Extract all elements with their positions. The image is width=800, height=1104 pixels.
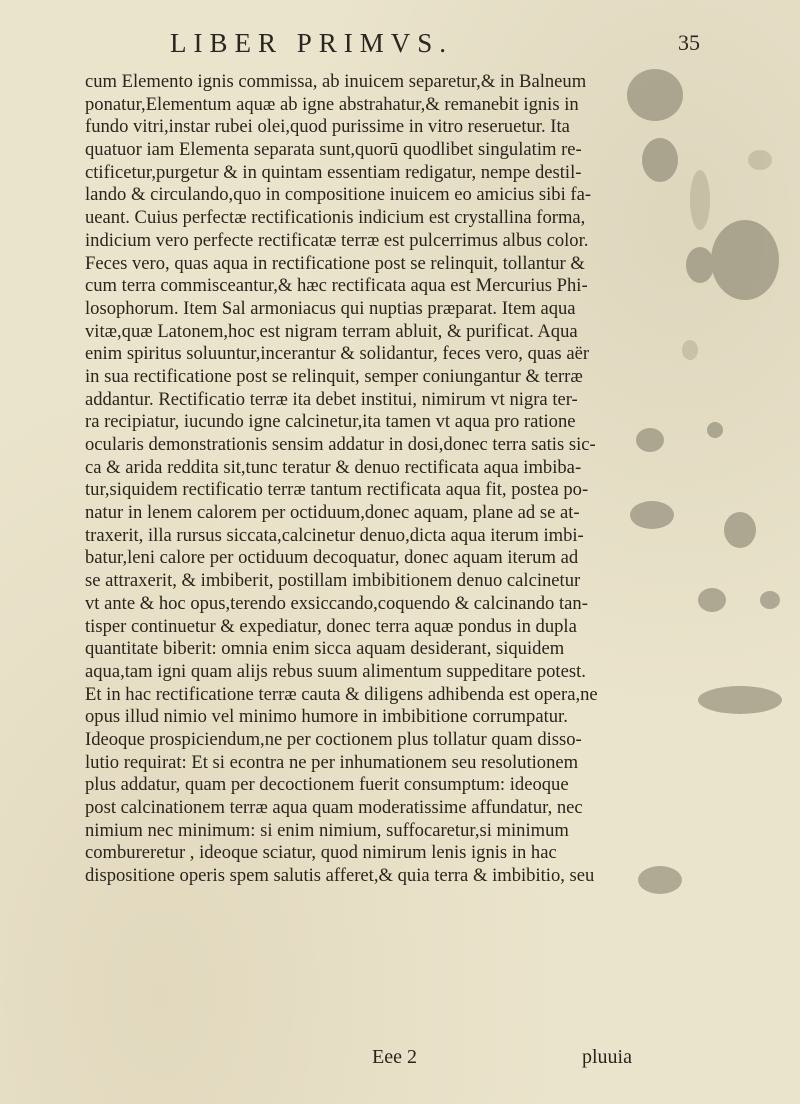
text-line: plus addatur, quam per decoctionem fuerit consumptum: ideoque	[85, 774, 569, 796]
text-line: ctificetur,purgetur & in quintam essentiam redigatur, nempe destil-	[85, 161, 582, 183]
text-line: tisper continuetur & expediatur, donec terra aquæ pondus in dupla	[85, 615, 577, 637]
text-line: batur,leni calore per octiduum decoquatur, donec aquam iterum ad	[85, 547, 579, 569]
text-line: quantitate biberit: omnia enim sicca aquam desiderant, siquidem	[85, 638, 565, 660]
running-title: LIBER PRIMVS.	[170, 28, 454, 58]
signature-mark: Eee 2	[372, 1046, 417, 1068]
text-line: quatuor iam Elementa separata sunt,quorū quodlibet singulatim re-	[85, 139, 582, 161]
text-line: combureretur , ideoque sciatur, quod nimirum lenis ignis in hac	[85, 842, 557, 864]
text-line: ueant. Cuius perfectæ rectificationis indicium est crystallina forma,	[85, 207, 586, 229]
page-header	[160, 28, 700, 68]
body-text	[85, 71, 685, 888]
text-line: fundo vitri,instar rubei olei,quod purissime in vitro reseruetur. Ita	[85, 116, 570, 138]
text-line: cum terra commisceantur,& hæc rectificata aqua est Mercurius Phi-	[85, 275, 588, 297]
text-line: se attraxerit, & imbiberit, postillam imbibitionem denuo calcinetur	[85, 570, 581, 592]
text-line: ca & arida reddita sit,tunc teratur & denuo rectificata aqua imbiba-	[85, 456, 582, 478]
text-line: aqua,tam igni quam alijs rebus suum alimentum suppeditare potest.	[85, 660, 586, 682]
text-line: Et in hac rectificatione terræ cauta & diligens adhibenda est opera,ne	[85, 683, 598, 705]
text-line: opus illud nimio vel minimo humore in imbibitione corrumpatur.	[85, 706, 568, 728]
text-line: indicium vero perfecte rectificatæ terræ est pulcerrimus albus color.	[85, 229, 589, 251]
text-line: post calcinationem terræ aqua quam moderatissime affundatur, nec	[85, 797, 583, 818]
text-line: vitæ,quæ Latonem,hoc est nigram terram abluit, & purificat. Aqua	[85, 320, 578, 342]
text-line: vt ante & hoc opus,terendo exsiccando,coquendo & calcinando tan-	[85, 592, 588, 614]
text-line: enim spiritus soluuntur,incerantur & solidantur, feces vero, quas aër	[85, 343, 590, 365]
text-line: lando & circulando,quo in compositione inuicem eo amicius sibi fa-	[85, 184, 592, 206]
text-line: Ideoque prospiciendum,ne per coctionem plus tollatur quam disso-	[85, 728, 582, 750]
catchword: pluuia	[582, 1046, 632, 1068]
text-line: ra recipiatur, iucundo igne calcinetur,ita tamen vt aqua pro ratione	[85, 411, 576, 433]
text-line: losophorum. Item Sal armoniacus qui nuptias præparat. Item aqua	[85, 297, 576, 319]
page-number: 35	[678, 30, 700, 55]
text-line: dispositione operis spem salutis afferet,& quia terra & imbibitio, seu	[85, 865, 595, 887]
text-line: in sua rectificatione post se relinquit, semper coniungantur & terræ	[85, 365, 583, 387]
text-line: nimium nec minimum: si enim nimium, suffocaretur,si minimum	[85, 819, 569, 841]
text-line: lutio requirat: Et si econtra ne per inhumationem seu resolutionem	[85, 751, 579, 773]
text-line: addantur. Rectificatio terræ ita debet institui, nimirum vt nigra ter-	[85, 388, 578, 410]
text-line: traxerit, illa rursus siccata,calcinetur denuo,dicta aqua iterum imbi-	[85, 524, 584, 546]
text-line: ponatur,Elementum aquæ ab igne abstrahatur,& remanebit ignis in	[85, 93, 579, 115]
text-line: tur,siquidem rectificatio terræ tantum rectificata aqua fit, postea po-	[85, 479, 589, 501]
text-line: ocularis demonstrationis sensim addatur in dosi,donec terra satis sic-	[85, 434, 596, 455]
text-line: Feces vero, quas aqua in rectificatione post se relinquit, tollantur &	[85, 252, 585, 274]
text-line: natur in lenem calorem per octiduum,donec aquam, plane ad se at-	[85, 502, 580, 524]
text-line: cum Elemento ignis commissa, ab inuicem separetur,& in Balneum	[85, 71, 587, 92]
